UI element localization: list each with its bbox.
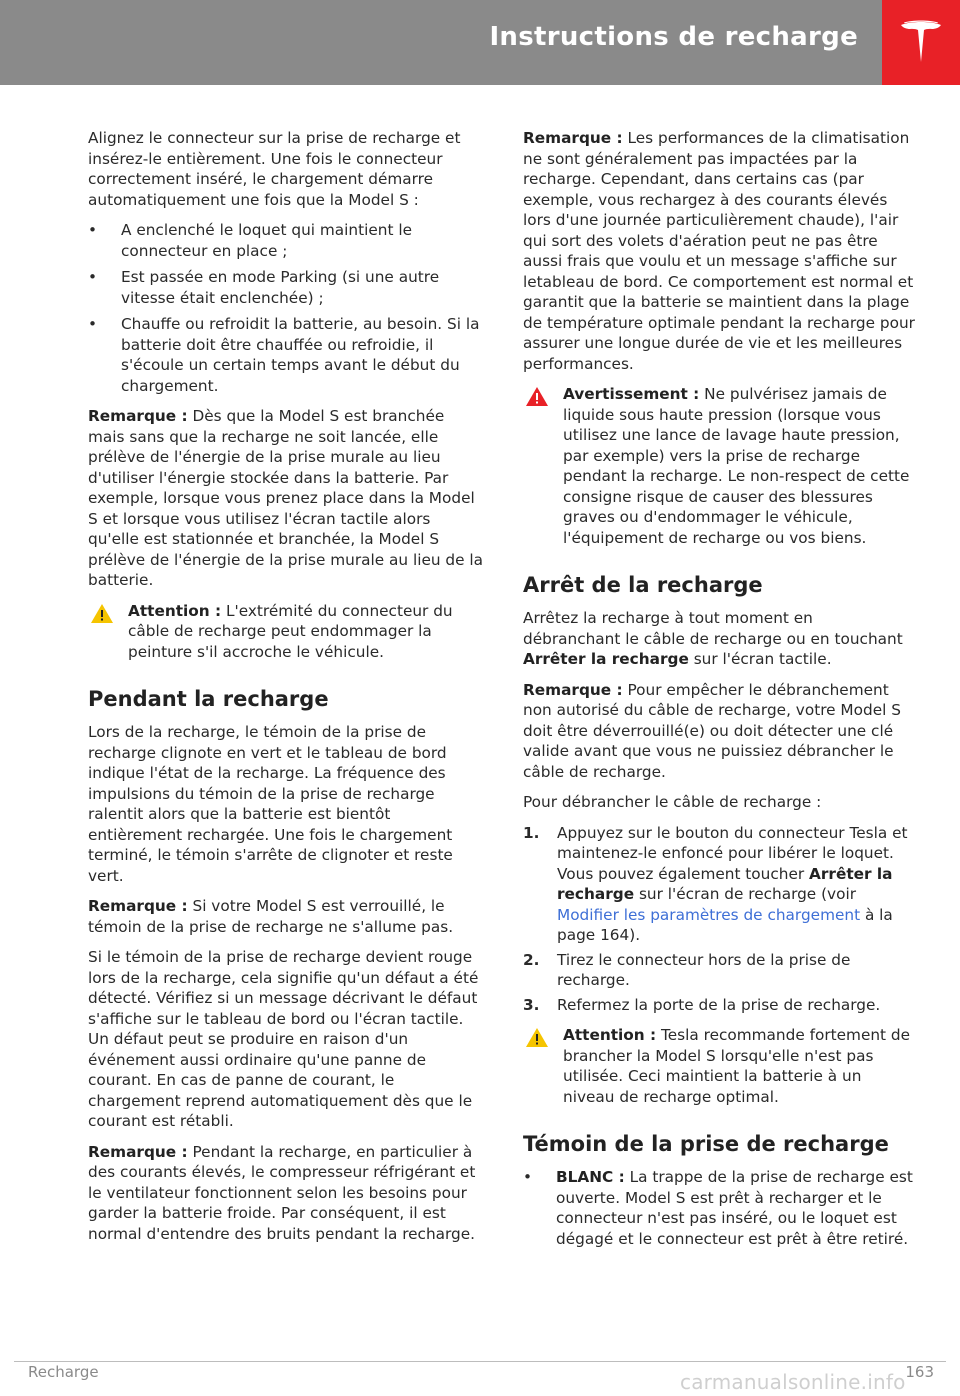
led-status-list bbox=[523, 1167, 915, 1249]
footer-section: Recharge bbox=[28, 1363, 99, 1381]
bullet-icon: • bbox=[523, 1168, 533, 1186]
watermark: carmanualsonline.info bbox=[680, 1370, 906, 1394]
left-column bbox=[88, 128, 484, 1254]
list-item: 3. Refermez la porte de la prise de recharge. bbox=[523, 995, 881, 1014]
section-heading: Arrêt de la recharge bbox=[523, 573, 763, 597]
list-item: 1. Appuyez sur le bouton du connecteur Tesla et maintenez-le enfoncé pour libérer le loquet. Vous pouvez également toucher Arrêter la recharge sur l'écran de recharge (voir Modifier les paramètres de chargement à la page 164). bbox=[523, 823, 908, 944]
caution-icon bbox=[525, 1027, 549, 1048]
bullet-icon: • bbox=[88, 315, 98, 333]
brand-logo bbox=[882, 0, 960, 85]
page-header bbox=[0, 0, 960, 85]
intro-paragraph: Alignez le connecteur sur la prise de recharge et insérez-le entièrement. Une fois le connecteur correctement inséré, le chargement démarre automatiquement une fois que la Model S : bbox=[88, 129, 461, 209]
list-item: • Est passée en mode Parking (si une autre vitesse était enclenchée) ; bbox=[88, 268, 440, 307]
list-item: • A enclenché le loquet qui maintient le connecteur en place ; bbox=[88, 221, 412, 260]
section-heading: Témoin de la prise de recharge bbox=[523, 1132, 889, 1156]
bullet-icon: • bbox=[88, 221, 98, 239]
caution-notice: Attention : Tesla recommande fortement de brancher la Model S lorsqu'elle n'est pas utilisée. Ceci maintient la batterie à un niveau de recharge optimal. bbox=[523, 1025, 915, 1107]
note-paragraph: Remarque : Les performances de la climatisation ne sont généralement pas impactées par la recharge. Cependant, dans certains cas (par exemple, vous rechargez à des courants élevés lors d'une journée particulièrement chaude), l'air qui sort des volets d'aération peut ne pas être aussi frais que voulu et un message s'affiche sur letableau de bord. Ce comportement est normal et garantit que la batterie se maintient dans la plage de température optimale pendant la recharge pour assurer une longue durée de vie et les meilleures performances. bbox=[523, 129, 915, 373]
unplug-intro: Pour débrancher le câble de recharge : bbox=[523, 793, 822, 811]
note-paragraph: Remarque : Pour empêcher le débranchement non autorisé du câble de recharge, votre Model S doit être déverrouillé(e) ou doit détecter une clé valide avant que vous ne puissiez débrancher le câble de recharge. bbox=[523, 680, 901, 781]
page-number: 163 bbox=[905, 1363, 934, 1381]
list-item: • Chauffe ou refroidit la batterie, au besoin. Si la batterie doit être chauffée ou refroidie, il s'écoule un certain temps avant le début du chargement. bbox=[88, 315, 480, 395]
list-item: • BLANC : La trappe de la prise de recharge est ouverte. Model S est prêt à recharger et le connecteur n'est pas inséré, ou le loquet est dégagé et le connecteur est prêt à être retiré. bbox=[523, 1168, 913, 1248]
page-title: Instructions de recharge bbox=[489, 22, 858, 52]
section-heading: Pendant la recharge bbox=[88, 687, 329, 711]
note-paragraph: Remarque : Dès que la Model S est branchée mais sans que la recharge ne soit lancée, elle prélève de l'énergie de la prise murale au lieu d'utiliser l'énergie stockée dans la batterie. Par exemple, lorsque vous prenez place dans la Model S et lorsque vous utilisez l'écran tactile alors qu'elle est stationnée et branchée, la Model S prélève de l'énergie de la prise murale au lieu de la batterie. bbox=[88, 407, 484, 589]
conditions-list bbox=[88, 220, 484, 396]
caution-icon bbox=[90, 603, 114, 624]
note-paragraph: Remarque : Pendant la recharge, en particulier à des courants élevés, le compresseur réfrigérant et le ventilateur fonctionnent selon les besoins pour garder la batterie froide. Par conséquent, il est normal d'entendre des bruits pendant la recharge. bbox=[88, 1142, 476, 1243]
bullet-icon: • bbox=[88, 268, 98, 286]
charging-paragraph: Lors de la recharge, le témoin de la prise de recharge clignote en vert et le tableau de bord indique l'état de la recharge. La fréquence des impulsions du témoin de la prise de recharge ralentit alors que la batterie est bientôt entièrement rechargée. Une fois le chargement terminé, le témoin s'arrête de clignoter et reste vert. bbox=[88, 723, 453, 885]
caution-notice: Attention : L'extrémité du connecteur du câble de recharge peut endommager la peinture s'il accroche le véhicule. bbox=[88, 601, 484, 663]
footer-divider bbox=[14, 1361, 946, 1362]
right-column bbox=[523, 128, 915, 1259]
warning-notice: Avertissement : Ne pulvérisez jamais de liquide sous haute pression (lorsque vous utilisez une lance de lavage haute pression, par exemple) vers la prise de recharge pendant la recharge. Le non-respect de cette consigne risque de causer des blessures graves ou d'endommager le véhicule, l'équipement de recharge ou vos biens. bbox=[523, 384, 915, 548]
charging-settings-link[interactable]: Modifier les paramètres de chargement bbox=[557, 905, 861, 924]
tesla-logo-icon bbox=[899, 20, 943, 66]
stop-paragraph: Arrêtez la recharge à tout moment en débranchant le câble de recharge ou en touchant Arrêter la recharge sur l'écran tactile. bbox=[523, 609, 903, 668]
unplug-steps bbox=[523, 823, 915, 1016]
list-item: 2. Tirez le connecteur hors de la prise de recharge. bbox=[523, 950, 851, 989]
fault-paragraph: Si le témoin de la prise de recharge devient rouge lors de la recharge, cela signifie qu'un défaut a été détecté. Vérifiez si un message décrivant le défaut s'affiche sur le tableau de bord ou l'écran tactile. Un défaut peut se produire en raison d'un événement aussi ordinaire qu'une panne de courant. En cas de panne de courant, le chargement reprend automatiquement dès que le courant est rétabli. bbox=[88, 948, 479, 1130]
note-paragraph: Remarque : Si votre Model S est verrouillé, le témoin de la prise de recharge ne s'allume pas. bbox=[88, 897, 454, 936]
warning-icon bbox=[525, 386, 549, 407]
